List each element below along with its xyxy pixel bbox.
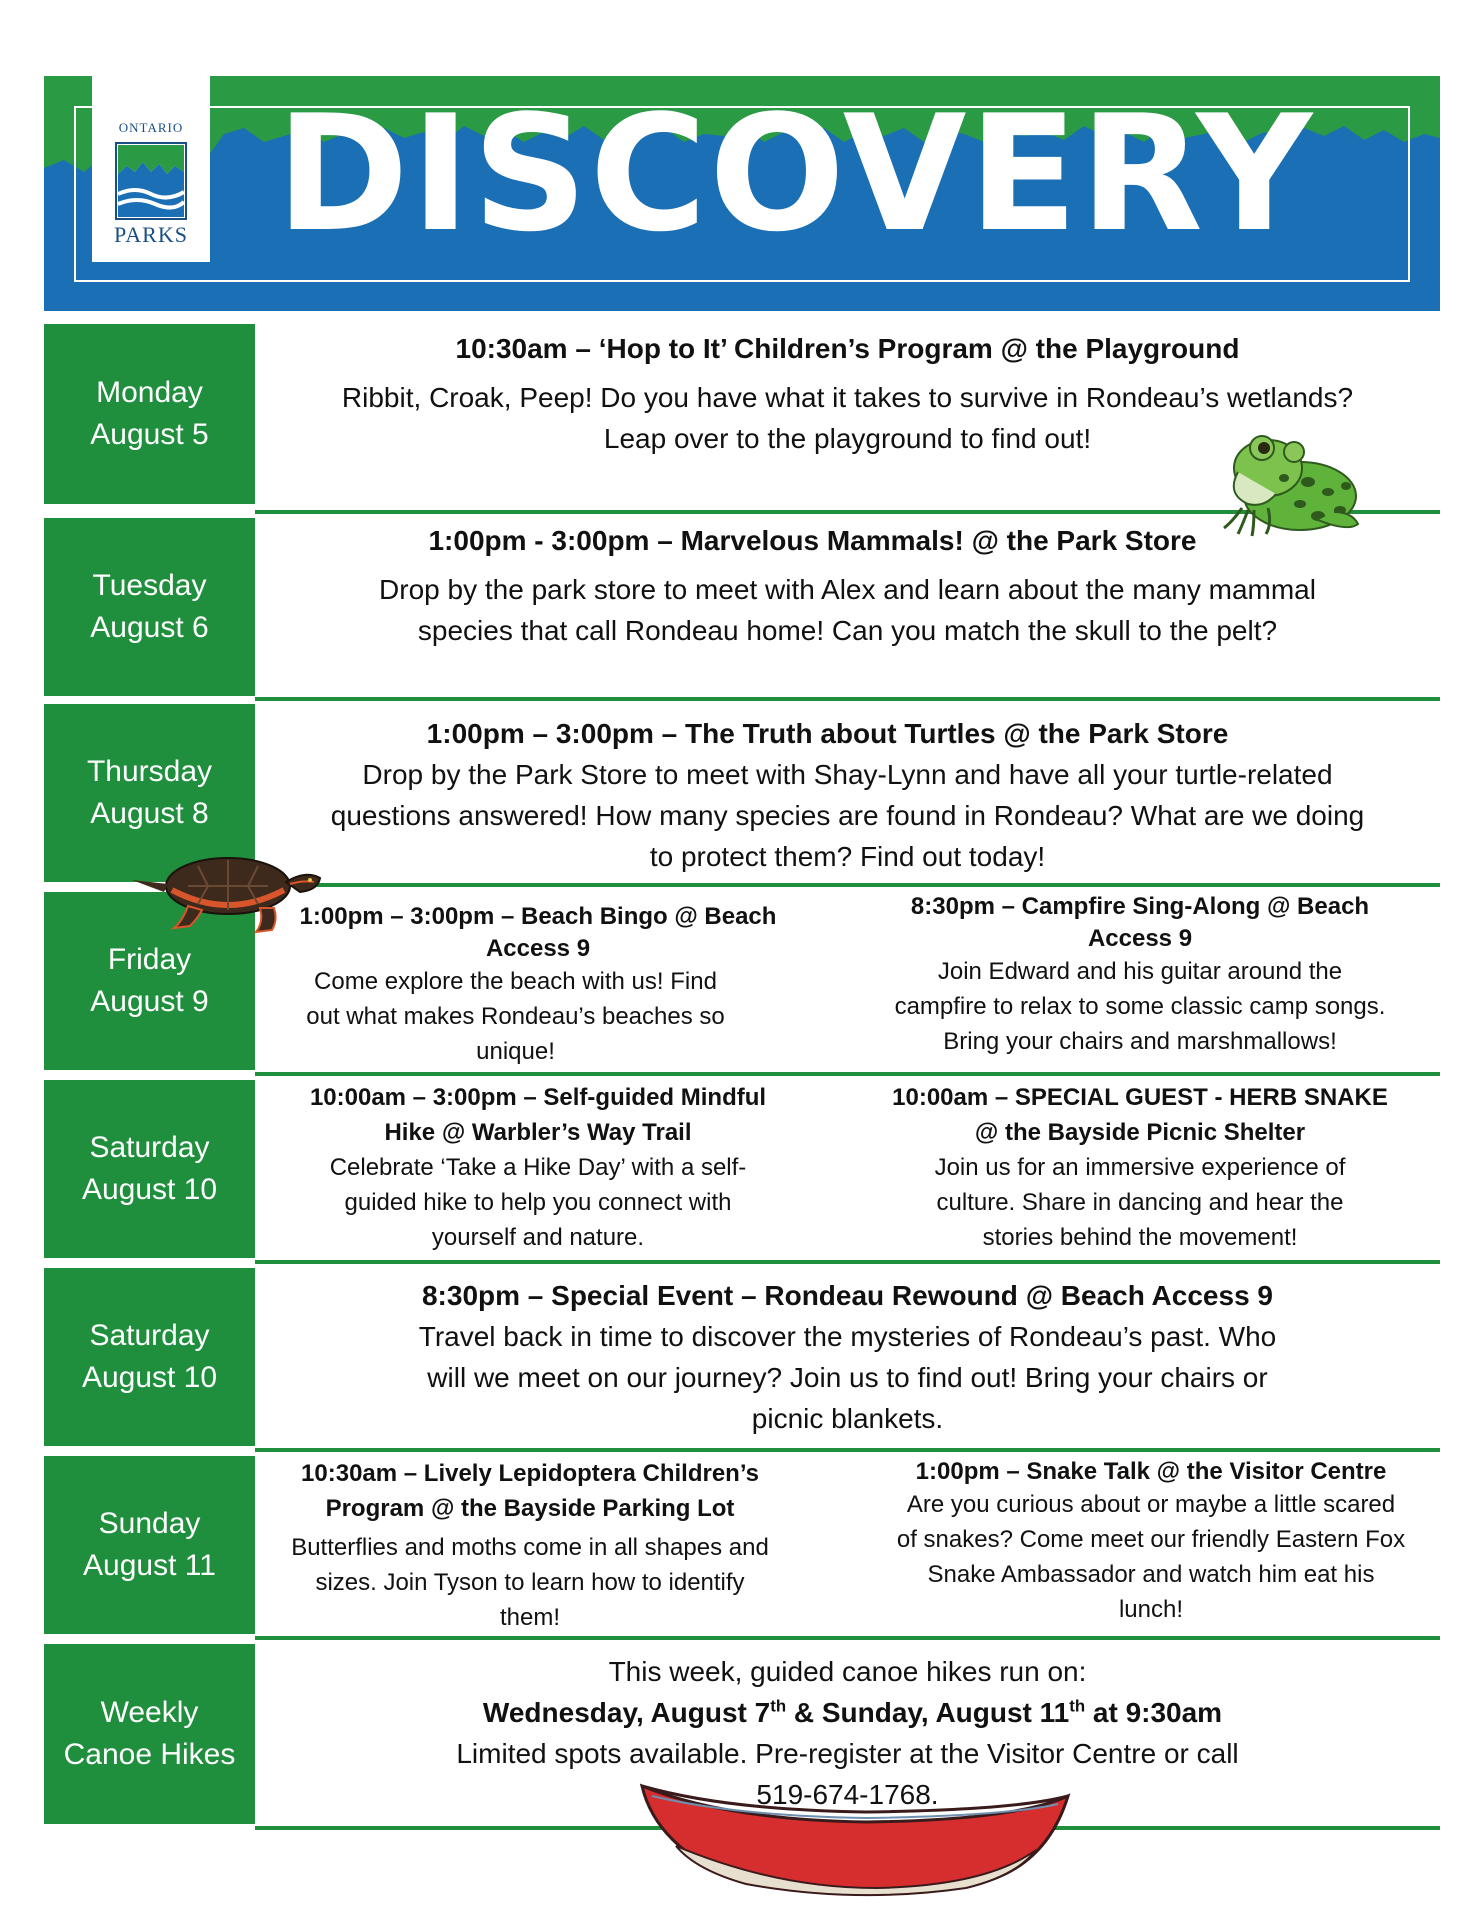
canoe-time: at 9:30am	[1085, 1697, 1223, 1728]
event-line: to protect them? Find out today!	[649, 841, 1046, 872]
event-title: 8:30pm – Special Event – Rondeau Rewound @ Beach Access 9	[421, 1280, 1273, 1311]
day-date: August 10	[81, 1173, 218, 1206]
day-saturday-2	[44, 1268, 255, 1446]
day-name: Friday	[107, 943, 192, 976]
event-title: Program @ the Bayside Parking Lot	[325, 1495, 735, 1522]
turtle-illustration	[128, 836, 328, 936]
day-date: August 10	[81, 1361, 218, 1394]
canoe-register: Limited spots available. Pre-register at the Visitor Centre or call	[456, 1738, 1239, 1769]
event-line: Drop by the park store to meet with Alex and learn about the many mammal	[379, 574, 1316, 605]
canoe-dates	[265, 1692, 1440, 1733]
day-name: Weekly	[100, 1696, 199, 1729]
event-lively-lepidoptera	[260, 1456, 800, 1635]
canoe-date-sun: & Sunday, August 11	[786, 1697, 1070, 1728]
event-line: Leap over to the playground to find out!	[603, 423, 1092, 454]
event-title: @ the Bayside Picnic Shelter	[974, 1119, 1306, 1146]
event-title: 10:00am – 3:00pm – Self-guided Mindful	[309, 1084, 767, 1111]
event-title: 1:00pm - 3:00pm – Marvelous Mammals! @ the Park Store	[428, 525, 1197, 556]
day-sunday	[44, 1456, 255, 1634]
event-truth-about-turtles	[255, 713, 1440, 877]
event-line: Come explore the beach with us! Find	[314, 968, 717, 995]
event-line: Celebrate ‘Take a Hike Day’ with a self-	[329, 1154, 747, 1181]
logo-mark-icon	[115, 142, 187, 220]
row-divider	[255, 1448, 1440, 1452]
event-line: stories behind the movement!	[982, 1224, 1298, 1251]
event-campfire-sing-along	[840, 889, 1440, 1059]
event-line: Butterflies and moths come in all shapes and	[291, 1534, 769, 1561]
event-line: questions answered! How many species are found in Rondeau? What are we doing	[330, 800, 1365, 831]
canoe-phone: 519-674-1768.	[756, 1779, 939, 1810]
day-date: August 8	[90, 797, 209, 830]
row-divider	[255, 697, 1440, 701]
event-rondeau-rewound	[255, 1275, 1440, 1439]
canoe-intro: This week, guided canoe hikes run on:	[608, 1656, 1087, 1687]
event-title: Hike @ Warbler’s Way Trail	[384, 1119, 692, 1146]
event-title: 8:30pm – Campfire Sing-Along @ Beach	[910, 893, 1370, 920]
event-line: culture. Share in dancing and hear the	[936, 1189, 1344, 1216]
event-line: sizes. Join Tyson to learn how to identify	[315, 1569, 745, 1596]
day-name: Sunday	[98, 1507, 201, 1540]
event-title: Access 9	[485, 935, 591, 962]
header-banner	[44, 76, 1440, 311]
event-line: Are you curious about or maybe a little scared	[906, 1491, 1396, 1518]
day-tuesday	[44, 518, 255, 696]
ontario-parks-logo	[92, 76, 210, 262]
canoe-date-wed: Wednesday, August 7	[482, 1697, 771, 1728]
event-herb-snake	[840, 1080, 1440, 1255]
day-name: Saturday	[89, 1131, 210, 1164]
event-line: picnic blankets.	[751, 1403, 944, 1434]
day-name: Monday	[96, 376, 203, 409]
row-divider	[255, 1260, 1440, 1264]
page-title: DISCOVERY	[276, 80, 1315, 267]
event-title: 10:30am – ‘Hop to It’ Children’s Program @ the Playground	[455, 333, 1240, 364]
event-line: out what makes Rondeau’s beaches so	[306, 1003, 725, 1030]
event-title: 1:00pm – Snake Talk @ the Visitor Centre	[915, 1458, 1387, 1485]
event-line: will we meet on our journey? Join us to find out! Bring your chairs or	[427, 1362, 1268, 1393]
event-title: Access 9	[1087, 925, 1193, 952]
event-line: yourself and nature.	[431, 1224, 645, 1251]
event-line: Bring your chairs and marshmallows!	[943, 1028, 1337, 1055]
event-snake-talk	[862, 1456, 1440, 1627]
event-beach-bingo	[268, 899, 808, 1069]
canoe-illustration	[636, 1776, 1076, 1906]
event-title: 1:00pm – 3:00pm – The Truth about Turtles @ the Park Store	[426, 718, 1229, 749]
day-name: Thursday	[86, 755, 213, 788]
event-line: Ribbit, Croak, Peep! Do you have what it takes to survive in Rondeau’s wetlands?	[341, 382, 1354, 413]
day-date: August 6	[90, 611, 209, 644]
event-line: Drop by the Park Store to meet with Shay-Lynn and have all your turtle-related	[362, 759, 1333, 790]
day-date: August 9	[90, 985, 209, 1018]
day-saturday-1	[44, 1080, 255, 1258]
frog-illustration	[1208, 412, 1368, 542]
row-divider	[255, 1072, 1440, 1076]
event-line: Snake Ambassador and watch him eat his	[927, 1561, 1375, 1588]
event-line: Join us for an immersive experience of	[934, 1154, 1346, 1181]
day-date: Canoe Hikes	[63, 1738, 236, 1771]
event-line: guided hike to help you connect with	[344, 1189, 732, 1216]
event-mindful-hike	[268, 1080, 808, 1255]
event-line: unique!	[476, 1038, 555, 1065]
event-title: 1:00pm – 3:00pm – Beach Bingo @ Beach	[299, 903, 777, 930]
day-name: Saturday	[89, 1319, 210, 1352]
event-line: lunch!	[1118, 1596, 1184, 1623]
logo-bottom-text: PARKS	[114, 222, 188, 247]
event-line: Join Edward and his guitar around the	[937, 958, 1343, 985]
day-name: Tuesday	[92, 569, 207, 602]
row-divider	[255, 1636, 1440, 1640]
day-date: August 5	[90, 418, 209, 451]
event-title: 10:00am – SPECIAL GUEST - HERB SNAKE	[892, 1084, 1388, 1111]
day-monday	[44, 324, 255, 504]
day-weekly-canoe	[44, 1644, 255, 1824]
event-line: Travel back in time to discover the mysteries of Rondeau’s past. Who	[418, 1321, 1277, 1352]
canoe-ordinal: th	[770, 1696, 787, 1716]
event-line: campfire to relax to some classic camp songs.	[894, 993, 1386, 1020]
day-date: August 11	[83, 1549, 216, 1582]
event-line: species that call Rondeau home! Can you match the skull to the pelt?	[417, 615, 1278, 646]
logo-top-text: ONTARIO	[118, 120, 184, 135]
canoe-ordinal: th	[1069, 1696, 1086, 1716]
event-title: 10:30am – Lively Lepidoptera Children’s	[301, 1460, 759, 1487]
row-divider	[255, 883, 1440, 887]
event-line: them!	[499, 1604, 561, 1631]
event-line: of snakes? Come meet our friendly Eastern Fox	[896, 1526, 1406, 1553]
